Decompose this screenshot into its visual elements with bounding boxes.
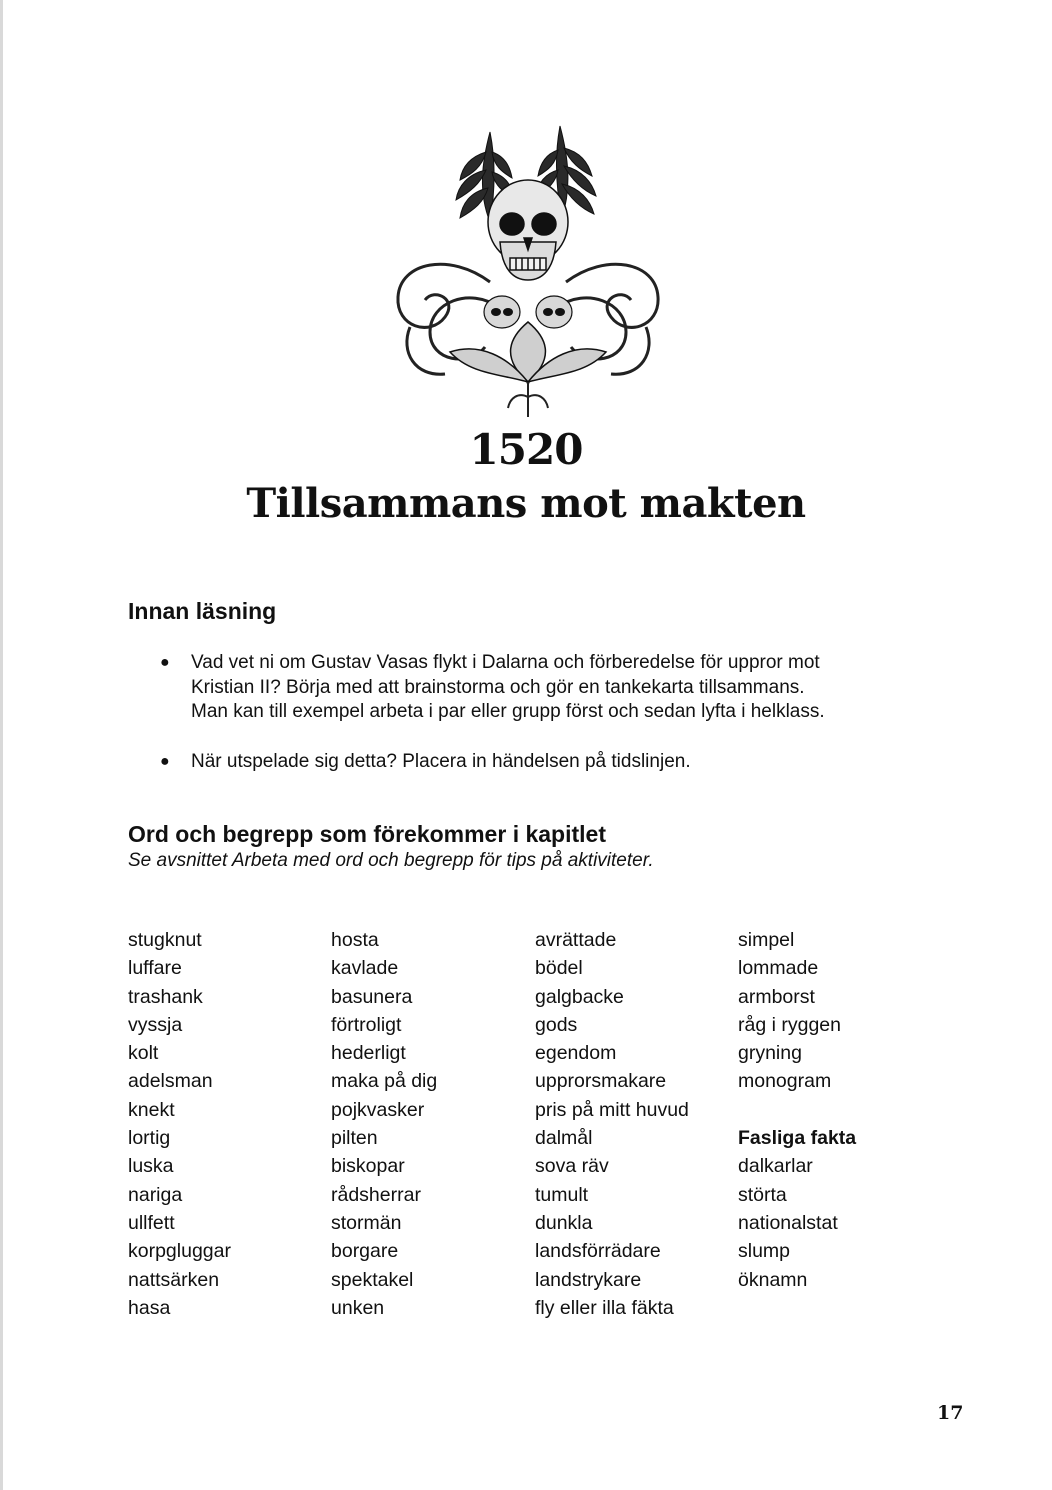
vocabulary-word: bödel	[535, 957, 583, 980]
vocabulary-word: knekt	[128, 1098, 175, 1121]
vocabulary-word: maka på dig	[331, 1070, 438, 1093]
vocabulary-word: avrättade	[535, 929, 617, 951]
vocabulary-word: simpel	[738, 929, 795, 951]
vocabulary-word: sova räv	[535, 1155, 609, 1178]
vocabulary-word: hasa	[128, 1296, 171, 1319]
vocabulary-word: upprorsmakare	[535, 1070, 667, 1093]
bullet-icon: ●	[160, 752, 170, 770]
vocabulary-word: dunkla	[535, 1211, 593, 1234]
vocabulary-word: trashank	[128, 985, 203, 1008]
vocabulary-word: hederligt	[331, 1042, 406, 1065]
vocabulary-word: nariga	[128, 1183, 183, 1206]
vocabulary-word: gods	[535, 1013, 578, 1036]
vocabulary-word: stormän	[331, 1211, 402, 1234]
page-number: 17	[937, 1402, 964, 1424]
bullet-line: Vad vet ni om Gustav Vasas flykt i Dalarna och förberedelse för uppror mot	[191, 652, 820, 673]
vocabulary-note: Se avsnittet Arbeta med ord och begrepp för tips på aktiviteter.	[128, 850, 654, 871]
vocabulary-word: pris på mitt huvud	[535, 1098, 689, 1121]
list-item	[160, 651, 920, 725]
vocabulary-word: armborst	[738, 985, 815, 1008]
vocabulary-word: stugknut	[128, 929, 202, 951]
vocabulary-word: galgbacke	[535, 985, 624, 1008]
vocabulary-word: vyssja	[128, 1013, 183, 1036]
skull-emblem-icon	[390, 112, 666, 422]
vocabulary-word: luska	[128, 1155, 174, 1178]
vocabulary-word: tumult	[535, 1183, 589, 1206]
vocabulary-word: lommade	[738, 957, 819, 980]
list-item	[160, 750, 920, 775]
word-column-2	[331, 926, 531, 1322]
vocabulary-word: gryning	[738, 1042, 802, 1065]
vocabulary-word: biskopar	[331, 1155, 405, 1178]
vocabulary-word: unken	[331, 1296, 385, 1319]
vocabulary-word	[738, 1096, 938, 1124]
vocabulary-word: borgare	[331, 1240, 399, 1263]
word-column-3	[535, 926, 735, 1322]
vocabulary-word: öknamn	[738, 1268, 808, 1291]
word-column-4	[738, 926, 938, 1294]
vocabulary-word: ullfett	[128, 1211, 175, 1234]
bullet-icon: ●	[160, 654, 170, 671]
vocabulary-word: dalmål	[535, 1127, 593, 1150]
vocabulary-word: rådsherrar	[331, 1183, 421, 1206]
vocabulary-word: störta	[738, 1183, 787, 1206]
vocabulary-word: landstrykare	[535, 1268, 642, 1291]
bullet-line: Kristian II? Börja med att brainstorma och gör en tankekarta tillsammans.	[191, 676, 805, 698]
vocabulary-word: kolt	[128, 1042, 159, 1065]
vocabulary-word: monogram	[738, 1070, 832, 1093]
vocabulary-word: fly eller illa fäkta	[535, 1296, 674, 1319]
vocabulary-word: lortig	[128, 1127, 171, 1150]
before-reading-heading: Innan läsning	[128, 598, 277, 624]
vocabulary-word: landsförrädare	[535, 1240, 661, 1263]
vocabulary-word: basunera	[331, 985, 413, 1008]
vocabulary-word: råg i ryggen	[738, 1013, 841, 1036]
vocabulary-word: pojkvasker	[331, 1098, 425, 1121]
vocabulary-heading: Ord och begrepp som förekommer i kapitlet	[128, 821, 606, 847]
page-edge	[0, 0, 3, 1490]
word-column-1	[128, 926, 328, 1322]
vocabulary-word: adelsman	[128, 1070, 213, 1093]
vocabulary-word: spektakel	[331, 1268, 414, 1291]
vocabulary-columns	[128, 926, 928, 1326]
vocabulary-word: förtroligt	[331, 1013, 402, 1036]
vocabulary-word: hosta	[331, 929, 379, 951]
vocabulary-word: egendom	[535, 1042, 617, 1065]
vocabulary-word: nattsärken	[128, 1268, 220, 1291]
chapter-title: Tillsammans mot makten	[246, 480, 806, 527]
bullet-line: När utspelade sig detta? Placera in händelsen på tidslinjen.	[191, 750, 691, 772]
before-reading-list	[160, 651, 920, 799]
vocabulary-word: kavlade	[331, 957, 399, 980]
chapter-year: 1520	[469, 425, 583, 474]
fasliga-fakta-label: Fasliga fakta	[738, 1127, 857, 1150]
vocabulary-word: slump	[738, 1240, 791, 1263]
vocabulary-word: pilten	[331, 1127, 378, 1150]
vocabulary-word: dalkarlar	[738, 1155, 813, 1178]
vocabulary-word: korpgluggar	[128, 1240, 231, 1263]
vocabulary-word: nationalstat	[738, 1211, 838, 1234]
bullet-line: Man kan till exempel arbeta i par eller grupp först och sedan lyfta i helklass.	[191, 701, 825, 722]
vocabulary-word: luffare	[128, 957, 182, 980]
